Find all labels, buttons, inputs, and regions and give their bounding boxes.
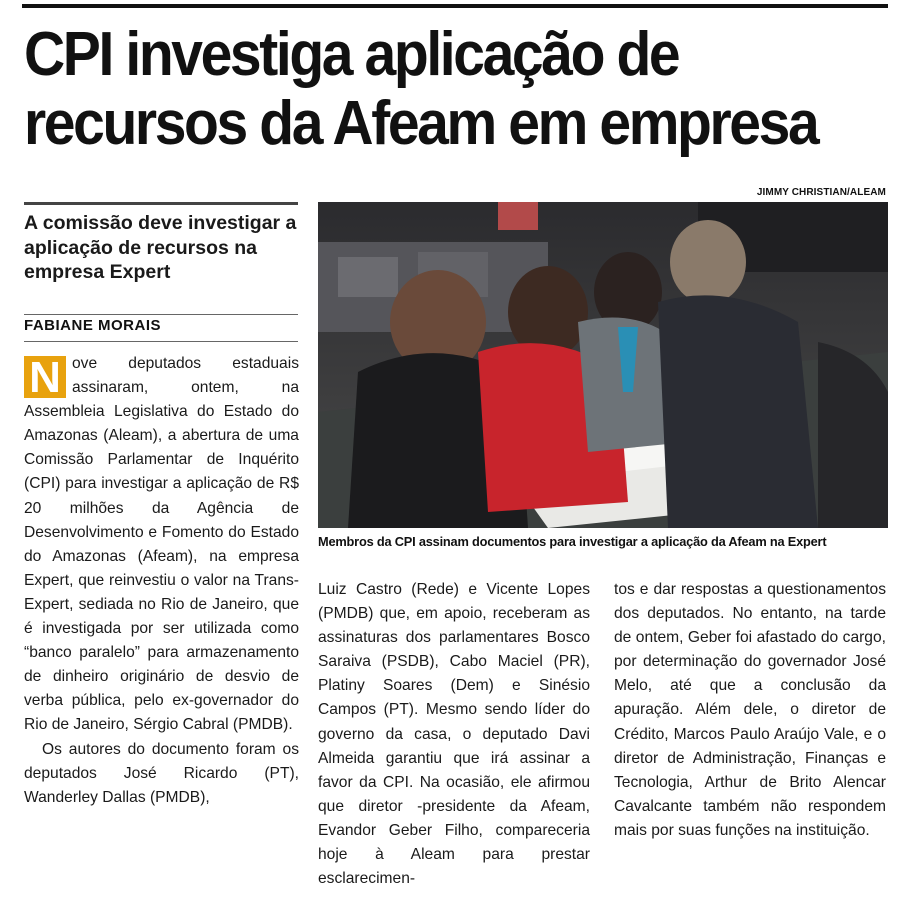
headline-line-2: recursos da Afeam em empresa <box>24 89 818 158</box>
news-photo <box>318 202 888 528</box>
byline: FABIANE MORAIS <box>24 317 162 334</box>
drop-cap: N <box>24 356 66 398</box>
article-column-3 <box>614 578 886 843</box>
top-rule <box>22 4 888 8</box>
byline-rule-top <box>24 314 298 315</box>
subhead-rule <box>24 202 298 205</box>
paragraph-1-text: ove deputados estaduais assinaram, ontem, na Assembleia Legislativa do Estado do Amazonas (Aleam), a abertura de uma Comissão Parlamentar de Inquérito (CPI) para investigar a aplicação de R$ 20 milhões da Agência de Desenvolvimento e Fomento do Estado do Amazonas (Afeam), na empresa Expert, que reinvestiu o valor na Trans-Expert, sediada no Rio de Janeiro, que é investigada por ser utilizada como “banco paralelo” para armazenamento de dinheiro originário de desvio de verba pública, pelo ex-governador do Rio de Janeiro, Sérgio Cabral (PMDB). <box>24 355 299 734</box>
paragraph-2-middle: Luiz Castro (Rede) e Vicente Lopes (PMDB) que, em apoio, receberam as assinaturas dos parlamentares Bosco Saraiva (PSDB), Cabo Maciel (PR), Platiny Soares (Dem) e Sinésio Campos (PT). Mesmo sendo líder do governo da casa, o deputado Davi Almeida garantiu que irá assinar a favor da CPI. Na ocasião, ele afirmou que diretor -presidente da Afeam, Evandor Geber Filho, compareceria hoje à Aleam para prestar esclarecimen- <box>318 581 590 888</box>
headline-line-1: CPI investiga aplicação de <box>24 20 679 89</box>
article-column-1 <box>24 352 299 810</box>
paragraph-2-end: tos e dar respostas a questionamentos dos deputados. No entanto, na tarde de ontem, Geber foi afastado do cargo, por determinação do governador José Melo, até que a conclusão da apuração. Além dele, o diretor de Crédito, Marcos Paulo Araújo Vale, e o diretor de Administração, Finanças e Tecnologia, Arthur de Brito Alencar Cavalcante também não respondem mais por suas funções na instituição. <box>614 581 886 839</box>
photo-illustration <box>318 202 888 528</box>
subhead: A comissão deve investigar a aplicação de recursos na empresa Expert <box>24 212 297 283</box>
headline <box>24 20 824 158</box>
article-column-2 <box>318 578 590 891</box>
paragraph-1 <box>24 352 299 738</box>
byline-rule-bottom <box>24 341 298 342</box>
photo-credit: JIMMY CHRISTIAN/ALEAM <box>756 187 886 198</box>
paragraph-2-start: Os autores do documento foram os deputados José Ricardo (PT), Wanderley Dallas (PMDB), <box>24 740 299 806</box>
photo-caption: Membros da CPI assinam documentos para investigar a aplicação da Afeam na Expert <box>318 534 827 549</box>
